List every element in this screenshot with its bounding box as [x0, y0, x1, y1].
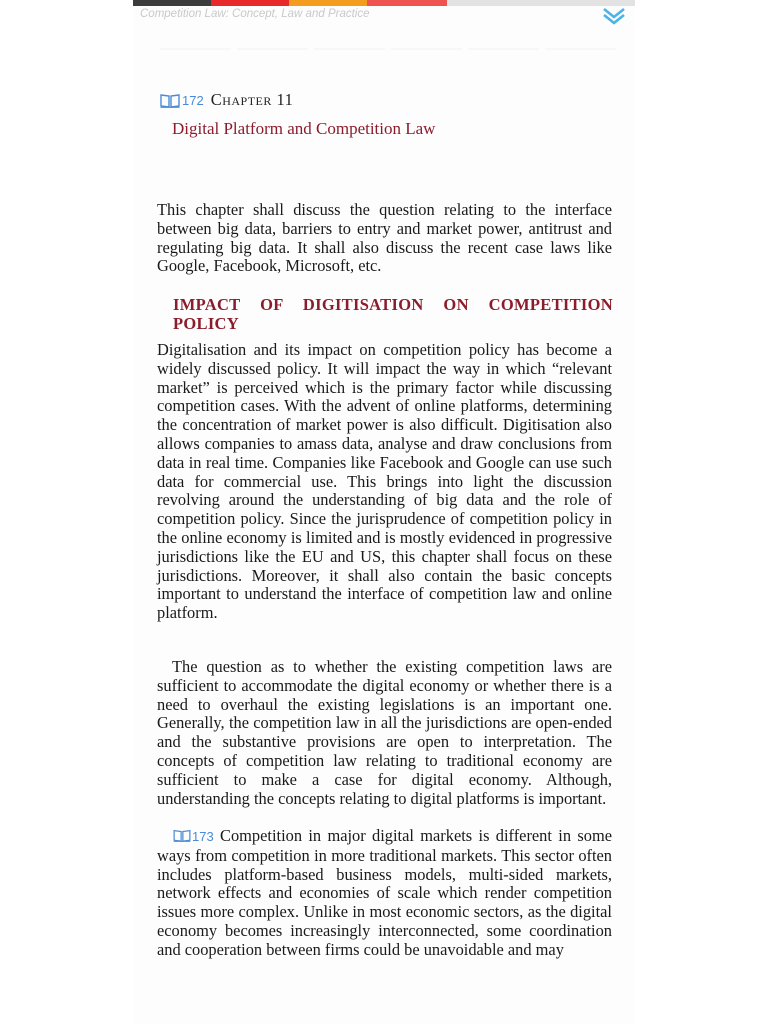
- color-segment-dark: [133, 0, 211, 6]
- color-segment-coral: [367, 0, 447, 6]
- book-icon[interactable]: [172, 828, 192, 842]
- header-color-bar: [133, 0, 635, 6]
- page-reference-link[interactable]: 173: [192, 829, 214, 844]
- chapter-title: Digital Platform and Competition Law: [172, 119, 436, 138]
- faded-bleedthrough-line: [160, 42, 616, 56]
- body-paragraph-3: [157, 827, 612, 960]
- book-icon[interactable]: [160, 92, 180, 108]
- color-segment-red: [211, 0, 289, 6]
- page-reference-link[interactable]: 172: [182, 92, 204, 108]
- body-paragraph-2: The question as to whether the existing competition laws are sufficient to accommodate the digital economy or whether there is a need to overhaul the existing legislations is an important one. Generally, the competition law in all the jurisdictions are open-ended and the substantive provisions are open to interpretation. The concepts of competition law relating to traditional economy are sufficient to make a case for digital economy. Although, understanding the concepts relating to digital platforms is important.: [157, 657, 612, 808]
- color-segment-orange: [289, 0, 367, 6]
- running-title: Competition Law: Concept, Law and Practice: [140, 8, 370, 20]
- chapter-header: [160, 90, 293, 110]
- double-chevron-down-icon[interactable]: [601, 6, 627, 26]
- body-paragraph-1: Digitalisation and its impact on competition policy has become a widely discussed policy. It will impact the way in which “relevant market” is perceived which is the primary factor while discussing competition cases. With the advent of online platforms, determining the concentration of market power is also difficult. Digitisation also allows companies to amass data, analyse and draw conclusions from data in real time. Companies like Facebook and Google can use such data for commercial use. This brings into light the discussion revolving around the understanding of big data and the role of competition policy. Since the jurisprudence of competition policy in the online economy is limited and is mostly evidenced in progressive jurisdictions like the EU and US, this chapter shall focus on these jurisdictions. Moreover, it shall also contain the basic concepts important to understand the interface of competition law and online platform.: [157, 340, 612, 623]
- section-heading: IMPACT OF DIGITISATION ON COMPETITION POLICY: [173, 295, 613, 333]
- body-paragraph-3-text: Competition in major digital markets is different in some ways from competition in more traditional markets. This sector often includes platform-based business models, multi-sided markets, network effects and economies of scale which render competition issues more complex. Unlike in most economic sectors, as the digital economy becomes increasingly interconnected, some coordination and cooperation between firms could be unavoidable and may: [157, 826, 612, 959]
- intro-paragraph: This chapter shall discuss the question relating to the interface between big data, barriers to entry and market power, antitrust and regulating big data. It shall also discuss the recent case laws like Google, Facebook, Microsoft, etc.: [157, 200, 612, 276]
- chapter-label: Chapter 11: [210, 90, 294, 109]
